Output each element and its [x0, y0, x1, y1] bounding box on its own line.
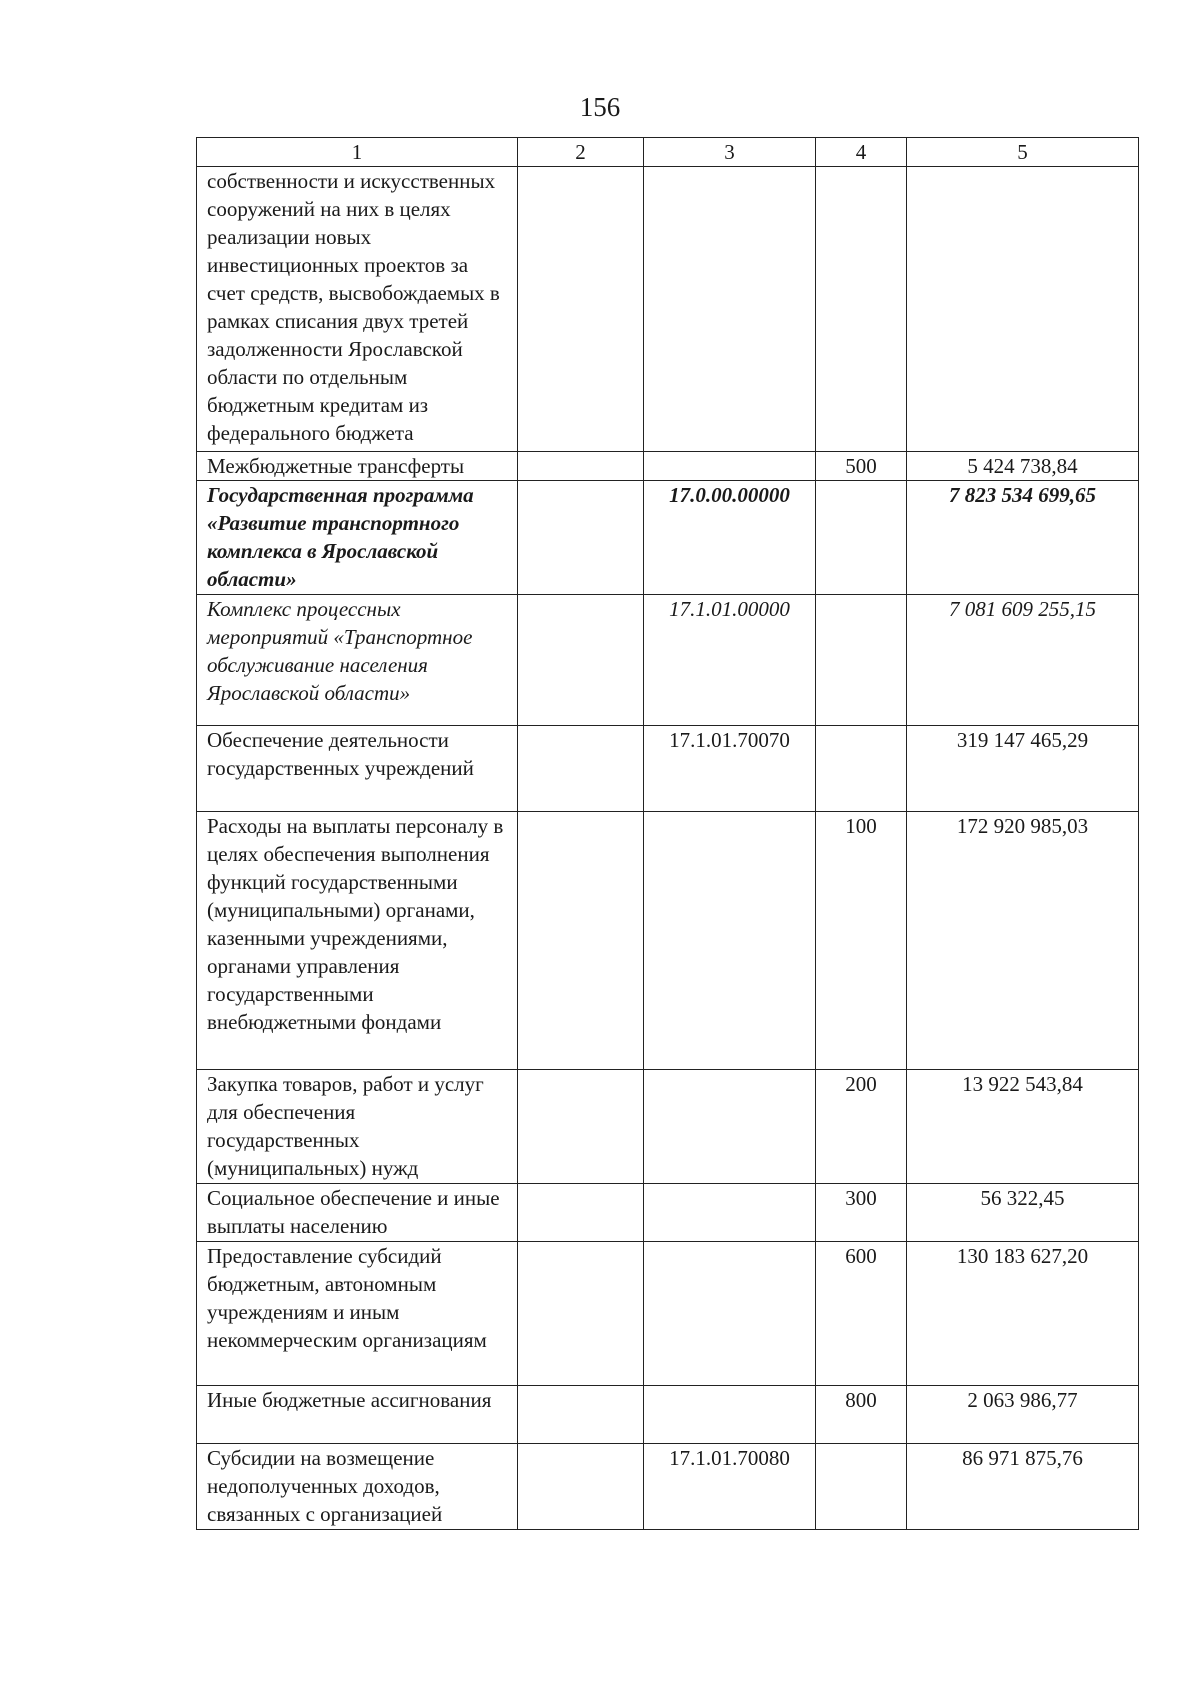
row-type-cell: 200	[816, 1070, 907, 1184]
column-header-3: 3	[644, 138, 816, 167]
row-amount-cell: 130 183 627,20	[907, 1242, 1139, 1386]
row-name-cell: Закупка товаров, работ и услуг для обеспечения государственных (муниципальных) нужд	[197, 1070, 518, 1184]
row-type-cell: 500	[816, 452, 907, 481]
row-name-cell: Предоставление субсидий бюджетным, автономным учреждениям и иным некоммерческим организациям	[197, 1242, 518, 1386]
table-row	[197, 167, 1139, 452]
row-type-cell	[816, 595, 907, 726]
row-code-cell	[644, 812, 816, 1070]
row-code-cell: 17.1.01.70080	[644, 1444, 816, 1530]
row-type-cell	[816, 726, 907, 812]
row-type-cell	[816, 481, 907, 595]
row-amount-cell: 319 147 465,29	[907, 726, 1139, 812]
table-row	[197, 595, 1139, 726]
row-code-cell: 17.1.01.00000	[644, 595, 816, 726]
row-col2-cell	[518, 1070, 644, 1184]
table-row	[197, 1444, 1139, 1530]
row-amount-cell: 7 081 609 255,15	[907, 595, 1139, 726]
row-code-cell	[644, 1070, 816, 1184]
row-name-cell: собственности и искусственных сооружений на них в целях реализации новых инвестиционных проектов за счет средств, высвобождаемых в рамках списания двух третей задолженности Ярославской области по отдельным бюджетным кредитам из федерального бюджета	[197, 167, 518, 452]
row-col2-cell	[518, 167, 644, 452]
table-row	[197, 452, 1139, 481]
table-header-row	[197, 138, 1139, 167]
row-type-cell: 600	[816, 1242, 907, 1386]
row-name-cell: Иные бюджетные ассигнования	[197, 1386, 518, 1444]
row-name-cell: Расходы на выплаты персоналу в целях обеспечения выполнения функций государственными (муниципальными) органами, казенными учреждениями, органами управления государственными внебюджетными фондами	[197, 812, 518, 1070]
row-amount-cell: 13 922 543,84	[907, 1070, 1139, 1184]
row-code-cell: 17.0.00.00000	[644, 481, 816, 595]
row-code-cell	[644, 1184, 816, 1242]
row-amount-cell: 172 920 985,03	[907, 812, 1139, 1070]
column-header-5: 5	[907, 138, 1139, 167]
row-code-cell	[644, 452, 816, 481]
row-code-cell	[644, 1242, 816, 1386]
table-row	[197, 481, 1139, 595]
row-code-cell: 17.1.01.70070	[644, 726, 816, 812]
row-col2-cell	[518, 812, 644, 1070]
row-amount-cell: 86 971 875,76	[907, 1444, 1139, 1530]
row-col2-cell	[518, 481, 644, 595]
row-name-cell: Государственная программа «Развитие транспортного комплекса в Ярославской области»	[197, 481, 518, 595]
row-type-cell: 300	[816, 1184, 907, 1242]
row-col2-cell	[518, 452, 644, 481]
row-col2-cell	[518, 1242, 644, 1386]
row-name-cell: Комплекс процессных мероприятий «Транспортное обслуживание населения Ярославской области»	[197, 595, 518, 726]
row-col2-cell	[518, 1184, 644, 1242]
column-header-1: 1	[197, 138, 518, 167]
table-row	[197, 1070, 1139, 1184]
row-amount-cell	[907, 167, 1139, 452]
row-type-cell: 800	[816, 1386, 907, 1444]
column-header-2: 2	[518, 138, 644, 167]
column-header-4: 4	[816, 138, 907, 167]
row-amount-cell: 7 823 534 699,65	[907, 481, 1139, 595]
row-name-cell: Обеспечение деятельности государственных учреждений	[197, 726, 518, 812]
row-type-cell	[816, 167, 907, 452]
table-row	[197, 1242, 1139, 1386]
page-number: 156	[579, 92, 621, 122]
row-amount-cell: 5 424 738,84	[907, 452, 1139, 481]
row-col2-cell	[518, 1386, 644, 1444]
row-name-cell: Межбюджетные трансферты	[197, 452, 518, 481]
row-col2-cell	[518, 1444, 644, 1530]
table-row	[197, 726, 1139, 812]
row-name-cell: Субсидии на возмещение недополученных доходов, связанных с организацией	[197, 1444, 518, 1530]
row-amount-cell: 2 063 986,77	[907, 1386, 1139, 1444]
table-row	[197, 1184, 1139, 1242]
row-code-cell	[644, 1386, 816, 1444]
row-name-cell: Социальное обеспечение и иные выплаты населению	[197, 1184, 518, 1242]
row-amount-cell: 56 322,45	[907, 1184, 1139, 1242]
row-type-cell: 100	[816, 812, 907, 1070]
table-row	[197, 1386, 1139, 1444]
budget-table	[196, 137, 1139, 1530]
table-row	[197, 812, 1139, 1070]
row-col2-cell	[518, 726, 644, 812]
row-col2-cell	[518, 595, 644, 726]
row-code-cell	[644, 167, 816, 452]
row-type-cell	[816, 1444, 907, 1530]
